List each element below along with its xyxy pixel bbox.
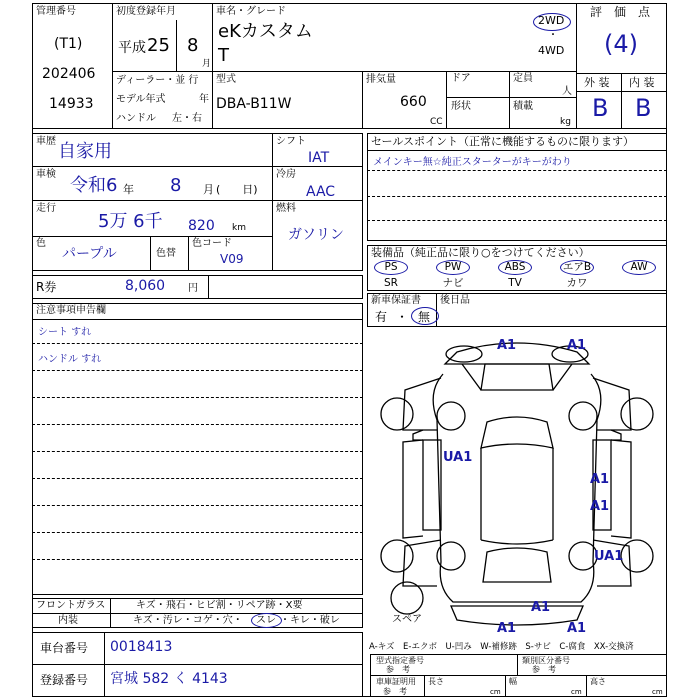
- damage-mark-right-front-door: A1: [590, 472, 610, 487]
- shape-label: 形状: [451, 101, 471, 112]
- interior-label: 内 装: [629, 76, 655, 89]
- damage-mark-rear-bumper: A1: [497, 621, 517, 636]
- inspection-year-unit: 年: [123, 183, 134, 196]
- spare-label: スペア: [392, 614, 422, 625]
- color-code-label: 色コード: [192, 238, 232, 249]
- cc-unit: CC: [430, 117, 443, 127]
- header-block: [32, 3, 667, 129]
- type-label: 型式: [216, 74, 236, 85]
- kg-unit: kg: [560, 117, 571, 127]
- inspection-day-unit: ( 日): [216, 183, 258, 196]
- length-label: 長さ: [428, 677, 444, 686]
- notes-line-1: シート すれ: [38, 327, 92, 338]
- first-reg-label: 初度登録年月: [116, 6, 176, 17]
- type-value: DBA-B11W: [216, 96, 292, 112]
- inspection-month-unit: 月: [203, 183, 214, 196]
- damage-legend: A-キズ E-エクボ U-凹み W-補修跡 S-サビ C-腐食 XX-交換済: [369, 642, 634, 652]
- interior-cond-pre: キズ・汚レ・コゲ・穴・: [133, 615, 243, 626]
- rating-value: (4): [604, 30, 638, 58]
- fuel-label: 燃料: [276, 203, 296, 214]
- equip-tv: TV: [508, 277, 522, 289]
- warranty-dot: ・: [396, 310, 409, 324]
- sales-line-1: メインキー無☆純正スターターがキーがわり: [373, 157, 572, 168]
- capacity-label: 定員: [513, 73, 533, 84]
- plate-label: 登録番号: [40, 673, 89, 687]
- drive-dot: ・: [548, 30, 558, 41]
- front-glass-value: キズ・飛石・ヒビ割・リペア跡・X要: [136, 600, 303, 611]
- yen-unit: 円: [188, 283, 198, 294]
- first-reg-year: 25: [147, 35, 170, 56]
- damage-mark-front-left: A1: [497, 338, 517, 353]
- warranty-label: 新車保証書: [371, 295, 421, 306]
- history-label: 車歴: [36, 136, 56, 147]
- first-reg-era: 平成: [118, 40, 146, 56]
- interior-value: B: [635, 94, 652, 122]
- interior-cond-post: ・キレ・破レ: [280, 615, 340, 626]
- exterior-label: 外 装: [584, 76, 610, 89]
- model-year-label: モデル年式: [116, 94, 166, 105]
- inspection-label: 車検: [36, 169, 56, 180]
- inspection-month: 8: [170, 175, 182, 196]
- shift-label: シフト: [276, 136, 306, 147]
- interior-cond-label: 内装: [58, 615, 78, 626]
- equip-airbag: エアB: [562, 261, 592, 273]
- equip-pw: PW: [444, 261, 462, 273]
- door-label: ドア: [451, 73, 471, 84]
- mgmt-code: (T1): [54, 36, 83, 52]
- load-label: 積載: [513, 101, 533, 112]
- car-damage-diagram: [367, 330, 667, 640]
- notes-block: [32, 303, 363, 595]
- first-reg-month: 8: [187, 35, 199, 56]
- ac-value: AAC: [306, 184, 336, 200]
- type-designation-label: 型式指定番号: [376, 656, 424, 665]
- equip-abs: ABS: [504, 261, 526, 273]
- ac-label: 冷房: [276, 169, 296, 180]
- ref-1: 参 考: [386, 665, 410, 674]
- damage-mark-front-right: A1: [567, 338, 587, 353]
- car-grade: T: [218, 45, 229, 66]
- ref-3: 参 考: [383, 687, 407, 696]
- handle-label: ハンドル: [116, 113, 156, 124]
- inspection-era: 令和6: [70, 175, 118, 196]
- km-unit: km: [232, 223, 246, 233]
- equip-aw: AW: [630, 261, 648, 273]
- width-cm: cm: [571, 688, 582, 696]
- chassis-value: 0018413: [110, 639, 173, 655]
- dealer-label: ディーラー・並 行: [116, 75, 199, 86]
- shift-value: IAT: [308, 150, 330, 166]
- returned-items-label: 後日品: [440, 295, 470, 306]
- damage-mark-right-quarter: UA1: [594, 549, 624, 564]
- height-cm: cm: [652, 688, 663, 696]
- warranty-yes: 有: [375, 310, 388, 324]
- damage-mark-left-door: UA1: [443, 450, 473, 465]
- warranty-no: 無: [418, 310, 431, 324]
- equip-ps: PS: [384, 261, 398, 273]
- damage-mark-rear-center: A1: [531, 600, 551, 615]
- color-label: 色: [36, 238, 46, 249]
- mileage-label: 走行: [36, 203, 56, 214]
- front-glass-label: フロントガラス: [36, 600, 106, 611]
- garage-cert-label: 車庫証明用: [376, 677, 416, 686]
- mgmt-label: 管理番号: [36, 6, 76, 17]
- recycle-value: 8,060: [125, 278, 166, 294]
- color-change-label: 色替: [156, 248, 176, 259]
- drive-4wd: 4WD: [538, 44, 565, 57]
- history-value: 自家用: [58, 141, 112, 162]
- color-value: パープル: [62, 246, 117, 262]
- model-year-unit: 年: [199, 94, 209, 105]
- chassis-label: 車台番号: [40, 641, 89, 655]
- notes-title: 注意事項申告欄: [36, 305, 106, 316]
- recycle-label: R券: [36, 280, 57, 294]
- width-label: 幅: [509, 677, 517, 686]
- length-cm: cm: [490, 688, 501, 696]
- displacement-label: 排気量: [366, 74, 396, 85]
- car-name: eKカスタム: [218, 21, 313, 42]
- exterior-value: B: [592, 94, 609, 122]
- equip-sr: SR: [384, 277, 398, 289]
- interior-cond-circled: スレ: [256, 615, 276, 626]
- mileage-value: 5万 6千: [98, 211, 163, 232]
- category-label: 類別区分番号: [522, 656, 570, 665]
- sales-title: セールスポイント（正常に機能するものに限ります）: [371, 135, 635, 148]
- mileage-sub: 820: [188, 218, 215, 234]
- equip-navi: ナビ: [442, 277, 464, 289]
- mgmt-number-2: 14933: [49, 96, 94, 112]
- equip-leather: カワ: [566, 277, 588, 289]
- mgmt-number-1: 202406: [42, 66, 96, 82]
- month-unit: 月: [202, 59, 212, 69]
- fuel-value: ガソリン: [288, 227, 344, 243]
- equipment-title: 装備品（純正品に限り○をつけてください）: [371, 246, 590, 259]
- height-label: 高さ: [590, 677, 606, 686]
- drive-2wd: 2WD: [538, 14, 565, 27]
- damage-mark-right-rear-door: A1: [590, 499, 610, 514]
- damage-mark-rear-right: A1: [567, 621, 587, 636]
- notes-line-2: ハンドル すれ: [38, 354, 102, 365]
- displacement-value: 660: [400, 94, 427, 110]
- ref-2: 参 考: [532, 665, 556, 674]
- handle-options: 左・右: [172, 113, 202, 124]
- color-code-value: V09: [220, 252, 244, 266]
- car-name-label: 車名・グレード: [216, 6, 286, 17]
- person-unit: 人: [562, 86, 572, 97]
- rating-label: 評 価 点: [590, 5, 651, 19]
- plate-value: 宮城 582 く 4143: [110, 671, 228, 687]
